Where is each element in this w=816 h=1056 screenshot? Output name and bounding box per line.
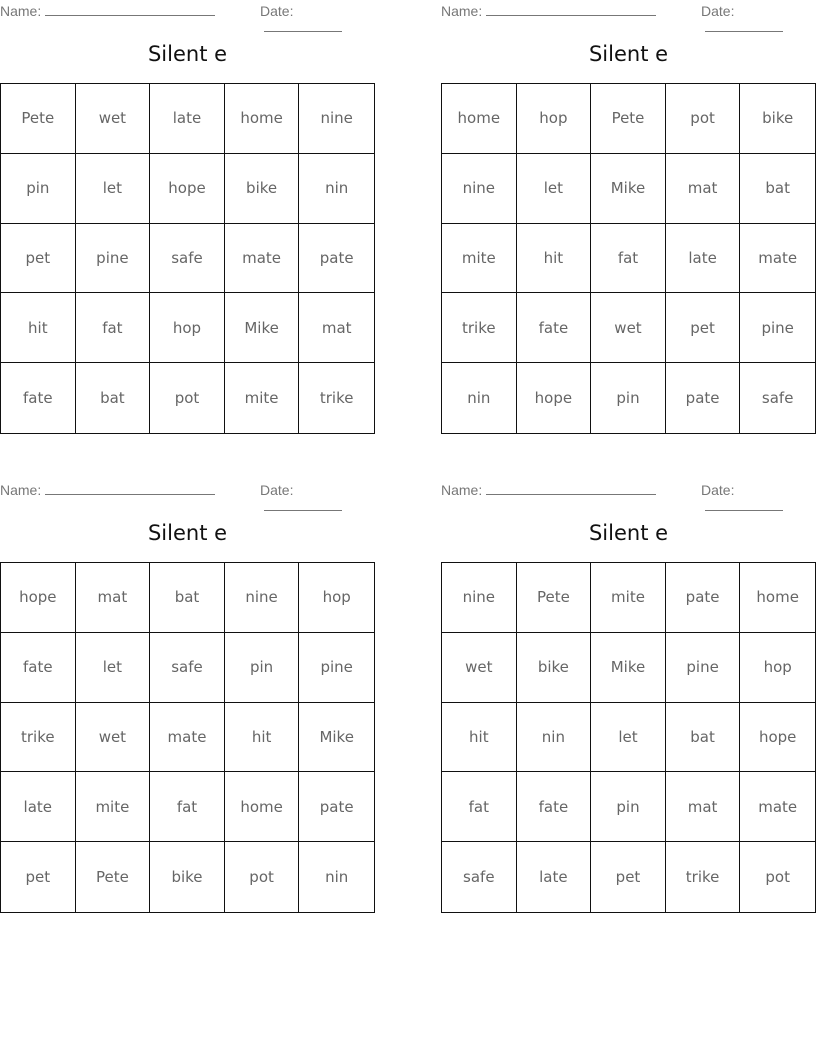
bingo-cell: pot (666, 84, 741, 154)
bingo-cell: mite (591, 563, 666, 633)
bingo-cell: mite (225, 363, 300, 433)
bingo-cell: nin (517, 703, 592, 773)
card-title: Silent e (147, 42, 228, 66)
bingo-grid (441, 562, 816, 913)
bingo-grid (0, 83, 375, 434)
bingo-cell: fat (442, 772, 517, 842)
bingo-card (441, 0, 816, 440)
name-label: Name: (441, 3, 483, 19)
bingo-cell: hop (740, 633, 815, 703)
bingo-cell: let (517, 154, 592, 224)
bingo-cell: bike (150, 842, 225, 912)
bingo-cell: Pete (591, 84, 666, 154)
bingo-cell: bike (740, 84, 815, 154)
bingo-cell: Mike (591, 633, 666, 703)
bingo-cell: pot (225, 842, 300, 912)
bingo-cell: pate (299, 772, 374, 842)
name-field[interactable] (0, 3, 215, 19)
bingo-cell: pot (150, 363, 225, 433)
date-field[interactable] (701, 482, 816, 514)
bingo-cell: wet (442, 633, 517, 703)
bingo-cell: pet (591, 842, 666, 912)
bingo-cell: pine (299, 633, 374, 703)
bingo-grid (0, 562, 375, 913)
bingo-cell: Pete (517, 563, 592, 633)
bingo-cell: mite (442, 224, 517, 294)
bingo-cell: safe (150, 633, 225, 703)
bingo-cell: mat (666, 154, 741, 224)
bingo-cell: trike (319, 389, 354, 408)
bingo-cell: nine (299, 84, 374, 154)
bingo-cell: late (666, 224, 741, 294)
bingo-cell: mat (666, 772, 741, 842)
bingo-cell: wet (76, 703, 151, 773)
bingo-cell: hit (225, 703, 300, 773)
name-field[interactable] (0, 482, 215, 498)
bingo-cell: safe (442, 842, 517, 912)
date-blank-line (705, 498, 783, 511)
bingo-cell: late (150, 84, 225, 154)
bingo-cell: fate (1, 363, 76, 433)
bingo-cell: hope (1, 563, 76, 633)
date-blank-line (264, 19, 342, 32)
bingo-cell: pet (1, 224, 76, 294)
bingo-card (0, 479, 375, 919)
card-header (0, 3, 375, 19)
bingo-cell: fate (517, 293, 592, 363)
bingo-cell: mat (299, 293, 374, 363)
bingo-cell: nin (442, 363, 517, 433)
bingo-cell: hope (517, 363, 592, 433)
card-header (441, 3, 816, 19)
card-title: Silent e (588, 521, 669, 545)
date-label: Date: (260, 482, 294, 498)
bingo-cell: hop (150, 293, 225, 363)
bingo-cell: Mike (299, 703, 374, 773)
bingo-cell: bat (150, 563, 225, 633)
bingo-cell: pate (666, 563, 741, 633)
bingo-cell: trike (666, 842, 741, 912)
bingo-cell: home (225, 772, 300, 842)
bingo-cell: Mike (591, 154, 666, 224)
date-field[interactable] (701, 3, 816, 35)
bingo-cell: fate (517, 772, 592, 842)
bingo-cell: Pete (76, 842, 151, 912)
card-header (0, 482, 375, 498)
bingo-card (441, 479, 816, 919)
name-blank-line (486, 3, 656, 16)
name-blank-line (45, 3, 215, 16)
bingo-cell: mate (740, 772, 815, 842)
bingo-cell: Pete (1, 84, 76, 154)
bingo-cell: nine (442, 154, 517, 224)
bingo-cell: mate (150, 703, 225, 773)
date-label: Date: (701, 482, 735, 498)
bingo-cell: wet (76, 84, 151, 154)
name-field[interactable] (441, 482, 656, 498)
bingo-cell: pet (666, 293, 741, 363)
bingo-cell: let (76, 154, 151, 224)
bingo-cell: mite (76, 772, 151, 842)
bingo-cell: pate (299, 224, 374, 294)
bingo-grid (441, 83, 816, 434)
bingo-cell: fat (591, 224, 666, 294)
bingo-cell: nin (299, 154, 374, 224)
bingo-cell: home (225, 84, 300, 154)
bingo-cell: nine (225, 563, 300, 633)
bingo-cell: trike (1, 703, 76, 773)
bingo-cell: bat (666, 703, 741, 773)
bingo-cell: late (1, 772, 76, 842)
bingo-cell: nin (325, 868, 349, 887)
bingo-cell: fat (150, 772, 225, 842)
bingo-cell: nine (442, 563, 517, 633)
bingo-cell: hope (150, 154, 225, 224)
bingo-card (0, 0, 375, 440)
bingo-cell: late (517, 842, 592, 912)
bingo-cell: let (76, 633, 151, 703)
bingo-cell: bat (76, 363, 151, 433)
bingo-cell: pin (591, 772, 666, 842)
name-blank-line (45, 482, 215, 495)
bingo-cell: pin (591, 363, 666, 433)
name-label: Name: (0, 482, 42, 498)
date-label: Date: (701, 3, 735, 19)
bingo-cell: mate (740, 224, 815, 294)
card-title: Silent e (147, 521, 228, 545)
bingo-cell: fate (1, 633, 76, 703)
bingo-cell: bike (225, 154, 300, 224)
bingo-cell: let (591, 703, 666, 773)
bingo-cell: bike (517, 633, 592, 703)
bingo-cell: pine (740, 293, 815, 363)
bingo-cell: pine (666, 633, 741, 703)
bingo-cell: mat (76, 563, 151, 633)
name-label: Name: (0, 3, 42, 19)
name-blank-line (486, 482, 656, 495)
date-field[interactable] (260, 3, 375, 35)
bingo-cell: mate (225, 224, 300, 294)
card-title: Silent e (588, 42, 669, 66)
bingo-cell: fat (76, 293, 151, 363)
bingo-cell: bat (740, 154, 815, 224)
bingo-cell: pine (76, 224, 151, 294)
bingo-cell: trike (442, 293, 517, 363)
bingo-cell: hope (740, 703, 815, 773)
date-blank-line (705, 19, 783, 32)
name-label: Name: (441, 482, 483, 498)
date-label: Date: (260, 3, 294, 19)
bingo-cell: home (442, 84, 517, 154)
date-field[interactable] (260, 482, 375, 514)
name-field[interactable] (441, 3, 656, 19)
bingo-cell: safe (761, 389, 794, 408)
bingo-cell: pate (666, 363, 741, 433)
bingo-cell: pin (1, 154, 76, 224)
bingo-cell: pet (1, 842, 76, 912)
bingo-cell: safe (150, 224, 225, 294)
bingo-cell: home (740, 563, 815, 633)
bingo-cell: pin (225, 633, 300, 703)
bingo-cell: Mike (225, 293, 300, 363)
bingo-cell: hit (442, 703, 517, 773)
bingo-cell: hop (299, 563, 374, 633)
date-blank-line (264, 498, 342, 511)
bingo-cell: wet (591, 293, 666, 363)
card-header (441, 482, 816, 498)
bingo-cell: hit (517, 224, 592, 294)
bingo-cell: hop (517, 84, 592, 154)
bingo-cell: pot (765, 868, 790, 887)
bingo-cell: hit (1, 293, 76, 363)
